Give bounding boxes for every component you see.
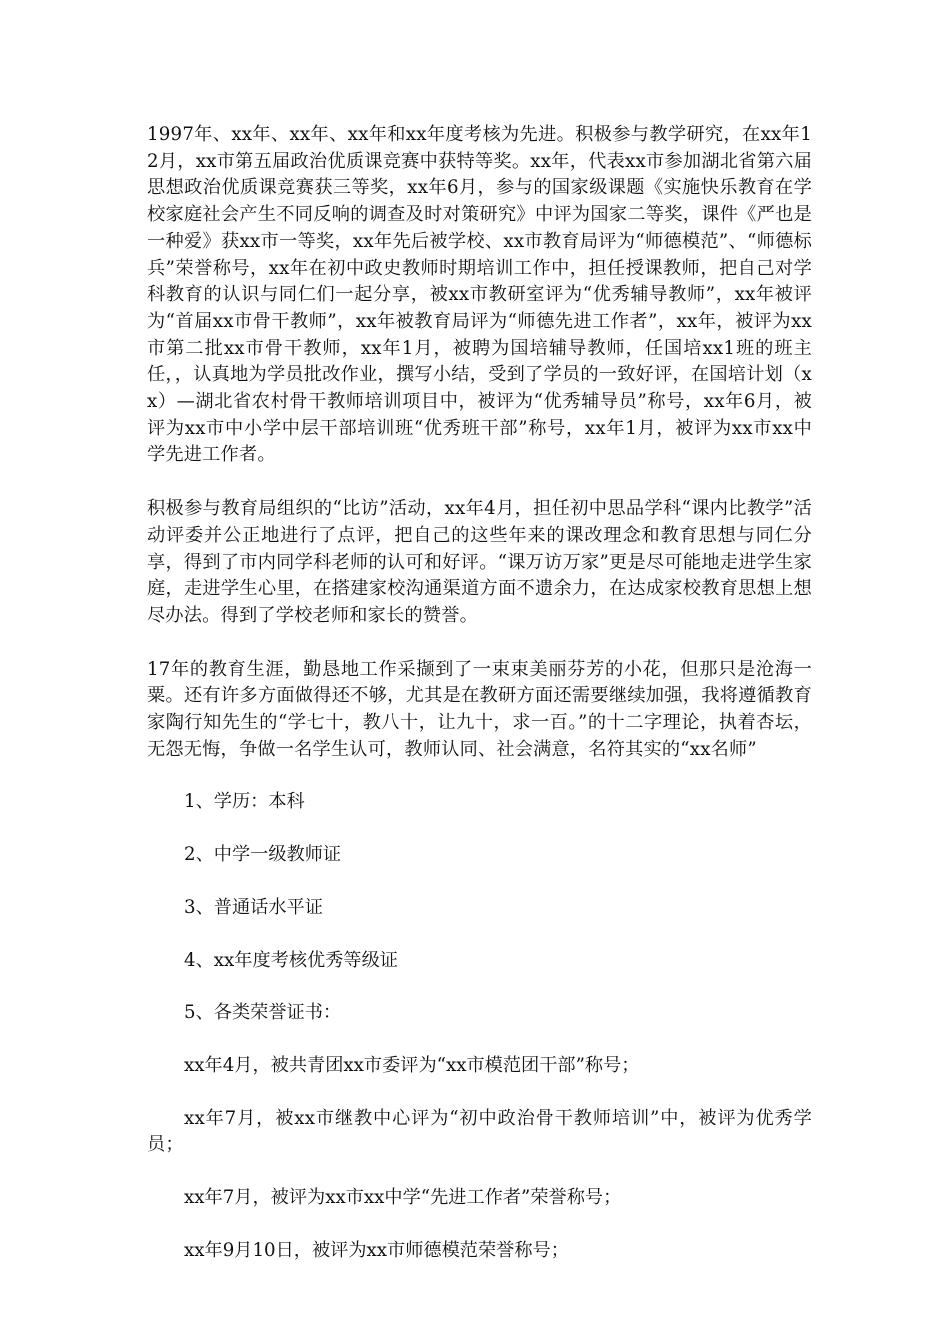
list-spacer bbox=[147, 1027, 812, 1053]
list-spacer bbox=[147, 1212, 812, 1238]
credential-item-teacher-certificate: 2、中学一级教师证 bbox=[184, 844, 342, 866]
honor-item: xx年4月，被共青团xx市委评为“xx市模范团干部”称号； bbox=[184, 1054, 640, 1076]
paragraph-activities: 积极参与教育局组织的“比访”活动，xx年4月，担任初中思品学科“课内比教学”活动评委并公正地进行了点评，把自己的这些年来的课改理念和教育思想与同仁分享，得到了市内同学科老师的认可和好评。“课万访万家”更是尽可能地走进学生家庭，走进学生心里，在搭建家校沟通渠道方面不遗余力，在达成家校教育思想上想尽办法。得到了学校老师和家长的赞誉。 bbox=[147, 498, 812, 626]
paragraph-spacer bbox=[147, 630, 812, 657]
paragraph-reflection: 17年的教育生涯，勤恳地工作采撷到了一束束美丽芬芳的小花，但那只是沧海一粟。还有许多方面做得还不够，尤其是在教研方面还需要继续加强，我将遵循教育家陶行知先生的“学七十，教八十，让九十，求一百。”的十二字理论，执着杏坛，无怨无悔，争做一名学生认可，教师认同、社会满意，名符其实的“xx名师” bbox=[147, 658, 812, 760]
list-spacer bbox=[147, 922, 812, 948]
list-spacer bbox=[147, 816, 812, 842]
paragraph-spacer bbox=[147, 763, 812, 789]
list-spacer bbox=[147, 1080, 812, 1106]
credential-item-mandarin-certificate: 3、普通话水平证 bbox=[184, 896, 323, 918]
honor-item: xx年7月，被评为xx市xx中学“先进工作者”荣誉称号； bbox=[184, 1187, 622, 1209]
paragraph-achievements: 1997年、xx年、xx年、xx年和xx年度考核为先进。积极参与教学研究，在xx年12月，xx市第五届政治优质课竞赛中获特等奖。xx年，代表xx市参加湖北省第六届思想政治优质课竞赛获三等奖，xx年6月，参与的国家级课题《实施快乐教育在学校家庭社会产生不同反响的调查及时对策研究》中评为国家二等奖，课件《严也是一种爱》获xx市一等奖，xx年先后被学校、xx市教育局评为“师德模范”、“师德标兵”荣誉称号，xx年在初中政史教师时期培训工作中，担任授课教师，把自己对学科教育的认识与同仁们一起分享，被xx市教研室评为“优秀辅导教师”，xx年被评为“首届xx市骨干教师”，xx年被教育局评为“师德先进工作者”，xx年，被评为xx市第二批xx市骨干教师，xx年1月，被聘为国培辅导教师，任国培xx1班的班主任，，认真地为学员批改作业，撰写小结，受到了学员的一致好评，在国培计划（xx）—湖北省农村骨干教师培训项目中，被评为“优秀辅导员”称号，xx年6月，被评为xx市中小学中层干部培训班“优秀班干部”称号，xx年1月，被评为xx市xx中学先进工作者。 bbox=[147, 124, 812, 466]
paragraph-spacer bbox=[147, 469, 812, 496]
honor-item: xx年7月，被xx市继教中心评为“初中政治骨干教师培训”中，被评为优秀学员； bbox=[147, 1107, 812, 1156]
list-spacer bbox=[147, 974, 812, 1000]
document-body bbox=[147, 122, 812, 1265]
credential-item-education: 1、学历：本科 bbox=[184, 791, 305, 813]
honor-item: xx年9月10日，被评为xx市师德模范荣誉称号； bbox=[184, 1239, 569, 1261]
credential-item-honor-certificates: 5、各类荣誉证书： bbox=[184, 1002, 342, 1024]
credential-item-assessment-certificate: 4、xx年度考核优秀等级证 bbox=[184, 949, 398, 971]
list-spacer bbox=[147, 869, 812, 895]
list-spacer bbox=[147, 1159, 812, 1185]
